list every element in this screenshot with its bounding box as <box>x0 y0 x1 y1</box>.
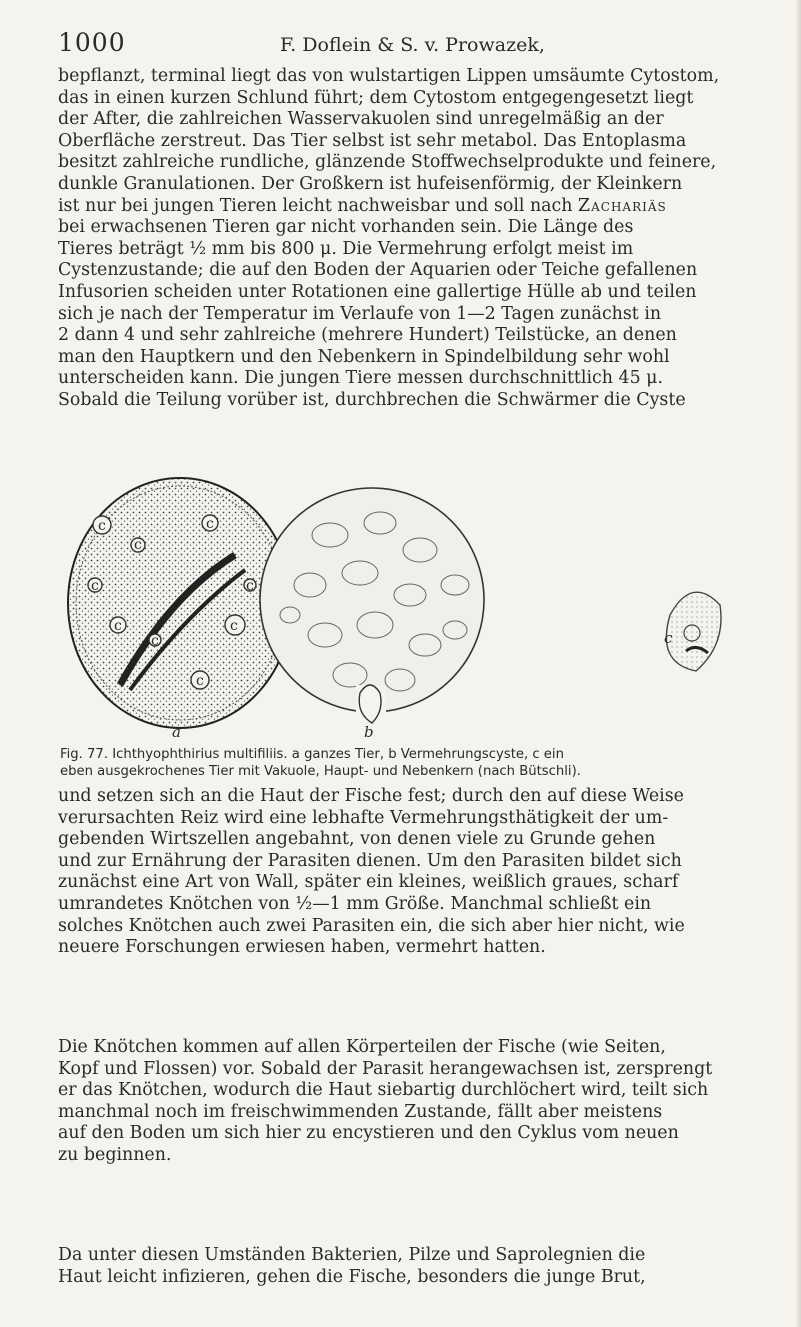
cell-label-c: c <box>246 578 254 594</box>
text-line: das in einen kurzen Schlund führt; dem Cytostom entgegengesetzt liegt <box>58 87 694 108</box>
figure-caption <box>60 746 750 780</box>
caption-line: eben ausgekrochenes Tier mit Vakuole, Haupt- und Nebenkern (nach Bütschli). <box>60 764 581 779</box>
text-line: besitzt zahlreiche rundliche, glänzende Stoffwechselprodukte und feinere, <box>58 152 717 173</box>
cyst-drawing <box>260 488 484 735</box>
figure-illustration <box>60 475 750 745</box>
cell-label-c: c <box>151 633 159 649</box>
text-line: zunächst eine Art von Wall, später ein kleines, weißlich graues, scharf <box>58 872 679 893</box>
page-edge-shadow <box>795 0 801 1327</box>
text-line: er das Knötchen, wodurch die Haut siebartig durchlöchert wird, teilt sich <box>58 1080 709 1101</box>
paragraph-2 <box>58 786 748 959</box>
text-line: man den Hauptkern und den Nebenkern in Spindelbildung sehr wohl <box>58 346 670 367</box>
text-line: Haut leicht infizieren, gehen die Fische, besonders die junge Brut, <box>58 1266 646 1287</box>
text-line: bei erwachsenen Tieren gar nicht vorhanden sein. Die Länge des <box>58 217 634 238</box>
page-header <box>58 28 761 58</box>
text-line: 2 dann 4 und sehr zahlreiche (mehrere Hundert) Teilstücke, an denen <box>58 325 677 346</box>
caption-line: Fig. 77. Ichthyophthirius multifiliis. a ganzes Tier, b Vermehrungscyste, c ein <box>60 747 564 762</box>
text-line: und setzen sich an die Haut der Fische fest; durch den auf diese Weise <box>58 786 684 806</box>
cell-label-c: c <box>114 618 122 634</box>
text-line: manchmal noch im freischwimmenden Zustande, fällt aber meistens <box>58 1101 663 1122</box>
cell-label-c: c <box>98 518 106 534</box>
cell-label-c: c <box>91 578 99 594</box>
paragraph-4 <box>58 1245 748 1288</box>
text-line: bepflanzt, terminal liegt das von wulstartigen Lippen umsäumte Cytostom, <box>58 66 720 86</box>
cell-label-c: c <box>230 618 238 634</box>
text-line: Cystenzustande; die auf den Boden der Aquarien oder Teiche gefallenen <box>58 260 698 281</box>
text-line: zu beginnen. <box>58 1144 172 1165</box>
text-line: und zur Ernährung der Parasiten dienen. Um den Parasiten bildet sich <box>58 850 682 871</box>
text-line: auf den Boden um sich hier zu encystieren und den Cyklus vom neuen <box>58 1123 679 1144</box>
text-line: unterscheiden kann. Die jungen Tiere messen durchschnittlich 45 μ. <box>58 368 664 389</box>
text-line: Oberfläche zerstreut. Das Tier selbst ist sehr metabol. Das Entoplasma <box>58 130 687 151</box>
hatched-animal-drawing <box>666 592 721 671</box>
whole-animal-drawing <box>68 478 292 728</box>
text-line: Da unter diesen Umständen Bakterien, Pilze und Saprolegnien die <box>58 1245 646 1265</box>
paragraph-1 <box>58 66 748 412</box>
text-line: Sobald die Teilung vorüber ist, durchbrechen die Schwärmer die Cyste <box>58 389 686 410</box>
text-line: solches Knötchen auch zwei Parasiten ein, die sich aber hier nicht, wie <box>58 915 685 936</box>
cell-label-c: c <box>196 673 204 689</box>
text-segment: ist nur bei jungen Tieren leicht nachweisbar und soll nach <box>58 195 573 216</box>
paragraph-3 <box>58 1037 748 1167</box>
figure-label-b: b <box>364 723 374 741</box>
cell-label-c: c <box>206 516 214 532</box>
running-title: F. Doflein & S. v. Prowazek, <box>280 34 545 56</box>
cell-label-c: c <box>134 537 142 553</box>
text-line: neuere Forschungen erwiesen haben, vermehrt hatten. <box>58 937 546 958</box>
text-line: sich je nach der Temperatur im Verlaufe von 1—2 Tagen zunächst in <box>58 303 662 324</box>
author-name: Zachariäs <box>578 195 667 216</box>
figure-label-c: c <box>664 629 673 647</box>
page-number: 1000 <box>58 28 126 57</box>
figure-77 <box>60 475 750 745</box>
text-line: der After, die zahlreichen Wasservakuolen sind unregelmäßig an der <box>58 109 664 130</box>
text-line: umrandetes Knötchen von ½—1 mm Größe. Manchmal schließt ein <box>58 893 652 914</box>
text-line-with-name <box>58 196 748 218</box>
text-line: gebenden Wirtszellen angebahnt, von denen viele zu Grunde gehen <box>58 829 656 850</box>
figure-label-a: a <box>172 723 181 741</box>
text-line: Tieres beträgt ½ mm bis 800 μ. Die Vermehrung erfolgt meist im <box>58 238 634 259</box>
text-line: dunkle Granulationen. Der Großkern ist hufeisenförmig, der Kleinkern <box>58 173 683 194</box>
text-line: Die Knötchen kommen auf allen Körperteilen der Fische (wie Seiten, <box>58 1037 666 1057</box>
text-line: Kopf und Flossen) vor. Sobald der Parasit herangewachsen ist, zersprengt <box>58 1058 713 1079</box>
text-line: verursachten Reiz wird eine lebhafte Vermehrungsthätigkeit der um- <box>58 807 669 828</box>
text-line: Infusorien scheiden unter Rotationen eine gallertige Hülle ab und teilen <box>58 281 697 302</box>
